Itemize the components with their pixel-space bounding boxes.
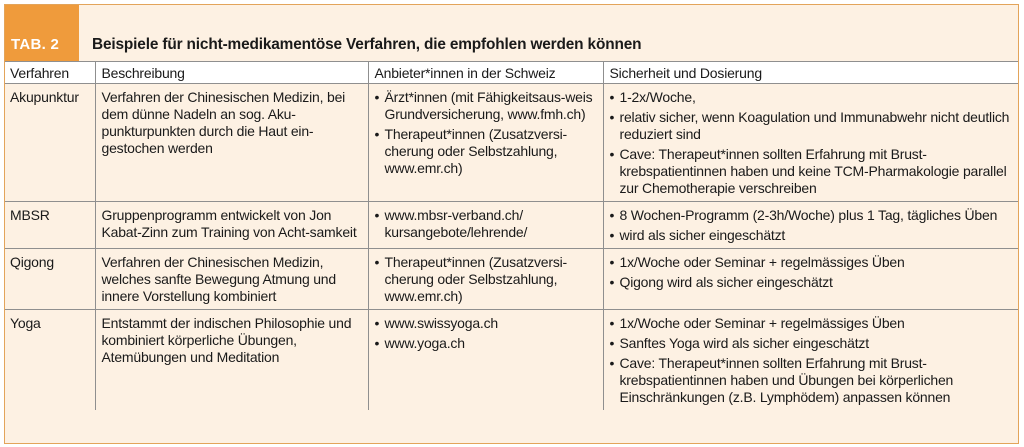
cell-sicherheit (603, 202, 1018, 249)
cell-verfahren: Qigong (5, 249, 95, 310)
bullet-icon: • (374, 315, 380, 331)
table-row (5, 249, 1018, 310)
cell-verfahren: Akupunktur (5, 84, 95, 202)
sicherheit-item-text: 1x/Woche oder Seminar + regelmässiges Üben (619, 254, 905, 270)
column-header-anbieter: Anbieter*innen in der Schweiz (368, 62, 603, 84)
cell-anbieter (368, 202, 603, 249)
bullet-icon: • (609, 146, 615, 162)
column-header-beschreibung: Beschreibung (95, 62, 368, 84)
anbieter-item-text: www.swissyoga.ch (384, 315, 499, 331)
bullet-icon: • (609, 335, 615, 351)
cell-verfahren: MBSR (5, 202, 95, 249)
bullet-icon: • (374, 207, 380, 223)
anbieter-item (375, 254, 598, 305)
anbieter-list (375, 254, 598, 305)
table-header-bar (5, 5, 1018, 62)
anbieter-list (375, 207, 598, 241)
column-header-row (5, 62, 1018, 84)
column-header-verfahren: Verfahren (5, 62, 95, 84)
sicherheit-item-text: Sanftes Yoga wird als sicher eingeschätzt (619, 335, 869, 351)
bullet-icon: • (609, 109, 615, 125)
bullet-icon: • (374, 126, 380, 142)
sicherheit-item (610, 207, 1014, 224)
anbieter-item-text: www.yoga.ch (384, 335, 465, 351)
sicherheit-item-text: 1x/Woche oder Seminar + regelmässiges Üben (619, 315, 905, 331)
sicherheit-item (610, 109, 1014, 143)
sicherheit-list (610, 254, 1014, 291)
anbieter-item-text: Ärzt*innen (mit Fähigkeitsaus-weis Grundversicherung, www.fmh.ch) (384, 89, 593, 122)
table-row (5, 202, 1018, 249)
sicherheit-item-text: wird als sicher eingeschätzt (619, 227, 786, 243)
bullet-icon: • (374, 254, 380, 270)
cell-beschreibung: Verfahren der Chinesischen Medizin, bei dem dünne Nadeln an sog. Aku-punkturpunkten durch die Haut ein-gestochen werden (95, 84, 368, 202)
sicherheit-item-text: relativ sicher, wenn Koagulation und Immunabwehr nicht deutlich reduziert sind (619, 109, 1010, 142)
bullet-icon: • (374, 89, 380, 105)
bullet-icon: • (609, 254, 615, 270)
anbieter-list (375, 89, 598, 177)
anbieter-item (375, 89, 598, 123)
anbieter-item (375, 315, 598, 332)
anbieter-item-text: www.mbsr-verband.ch/ kursangebote/lehrende/ (384, 207, 528, 240)
anbieter-item (375, 335, 598, 352)
cell-verfahren: Yoga (5, 310, 95, 411)
sicherheit-item-text: 8 Wochen-Programm (2-3h/Woche) plus 1 Tag, tägliches Üben (619, 207, 998, 223)
anbieter-item-text: Therapeut*innen (Zusatzversi-cherung oder Selbstzahlung, www.emr.ch) (384, 126, 568, 176)
table-row (5, 84, 1018, 202)
sicherheit-item (610, 355, 1014, 406)
bullet-icon: • (609, 355, 615, 371)
sicherheit-list (610, 89, 1014, 197)
anbieter-item (375, 207, 598, 241)
table-row (5, 310, 1018, 411)
sicherheit-list (610, 207, 1014, 244)
bullet-icon: • (609, 315, 615, 331)
cell-beschreibung: Entstammt der indischen Philosophie und kombiniert körperliche Übungen, Atemübungen und Meditation (95, 310, 368, 411)
cell-anbieter (368, 310, 603, 411)
sicherheit-item-text: Cave: Therapeut*innen sollten Erfahrung mit Brust-krebspatientinnen haben und keine TCM-Pharmakologie parallel zur Chemotherapie verschreiben (619, 146, 1007, 196)
sicherheit-item (610, 315, 1014, 332)
sicherheit-item (610, 227, 1014, 244)
sicherheit-item (610, 146, 1014, 197)
bullet-icon: • (609, 274, 615, 290)
sicherheit-item (610, 335, 1014, 352)
cell-beschreibung: Verfahren der Chinesischen Medizin, welches sanfte Bewegung Atmung und innere Vorstellung kombiniert (95, 249, 368, 310)
cell-anbieter (368, 84, 603, 202)
bullet-icon: • (609, 89, 615, 105)
sicherheit-item-text: Cave: Therapeut*innen sollten Erfahrung mit Brust-krebspatientinnen haben und Übungen bei körperlichen Einschränkungen (z.B. Lymphödem) anpassen können (619, 355, 954, 405)
cell-beschreibung: Gruppenprogramm entwickelt von Jon Kabat-Zinn zum Training von Acht-samkeit (95, 202, 368, 249)
sicherheit-item (610, 89, 1014, 106)
bullet-icon: • (609, 207, 615, 223)
bullet-icon: • (609, 227, 615, 243)
sicherheit-item (610, 274, 1014, 291)
table-frame (4, 4, 1019, 444)
cell-sicherheit (603, 310, 1018, 411)
column-header-sicherheit: Sicherheit und Dosierung (603, 62, 1018, 84)
table-number-label: TAB. 2 (5, 5, 79, 61)
anbieter-list (375, 315, 598, 352)
bullet-icon: • (374, 335, 380, 351)
anbieter-item-text: Therapeut*innen (Zusatzversi-cherung oder Selbstzahlung, www.emr.ch) (384, 254, 568, 304)
sicherheit-item-text: 1-2x/Woche, (619, 89, 696, 105)
cell-sicherheit (603, 84, 1018, 202)
sicherheit-item (610, 254, 1014, 271)
sicherheit-list (610, 315, 1014, 406)
cell-sicherheit (603, 249, 1018, 310)
anbieter-item (375, 126, 598, 177)
table-body (5, 84, 1018, 411)
recommendation-table (5, 62, 1018, 410)
table-title: Beispiele für nicht-medikamentöse Verfahren, die empfohlen werden können (92, 36, 642, 53)
cell-anbieter (368, 249, 603, 310)
sicherheit-item-text: Qigong wird als sicher eingeschätzt (619, 274, 833, 290)
